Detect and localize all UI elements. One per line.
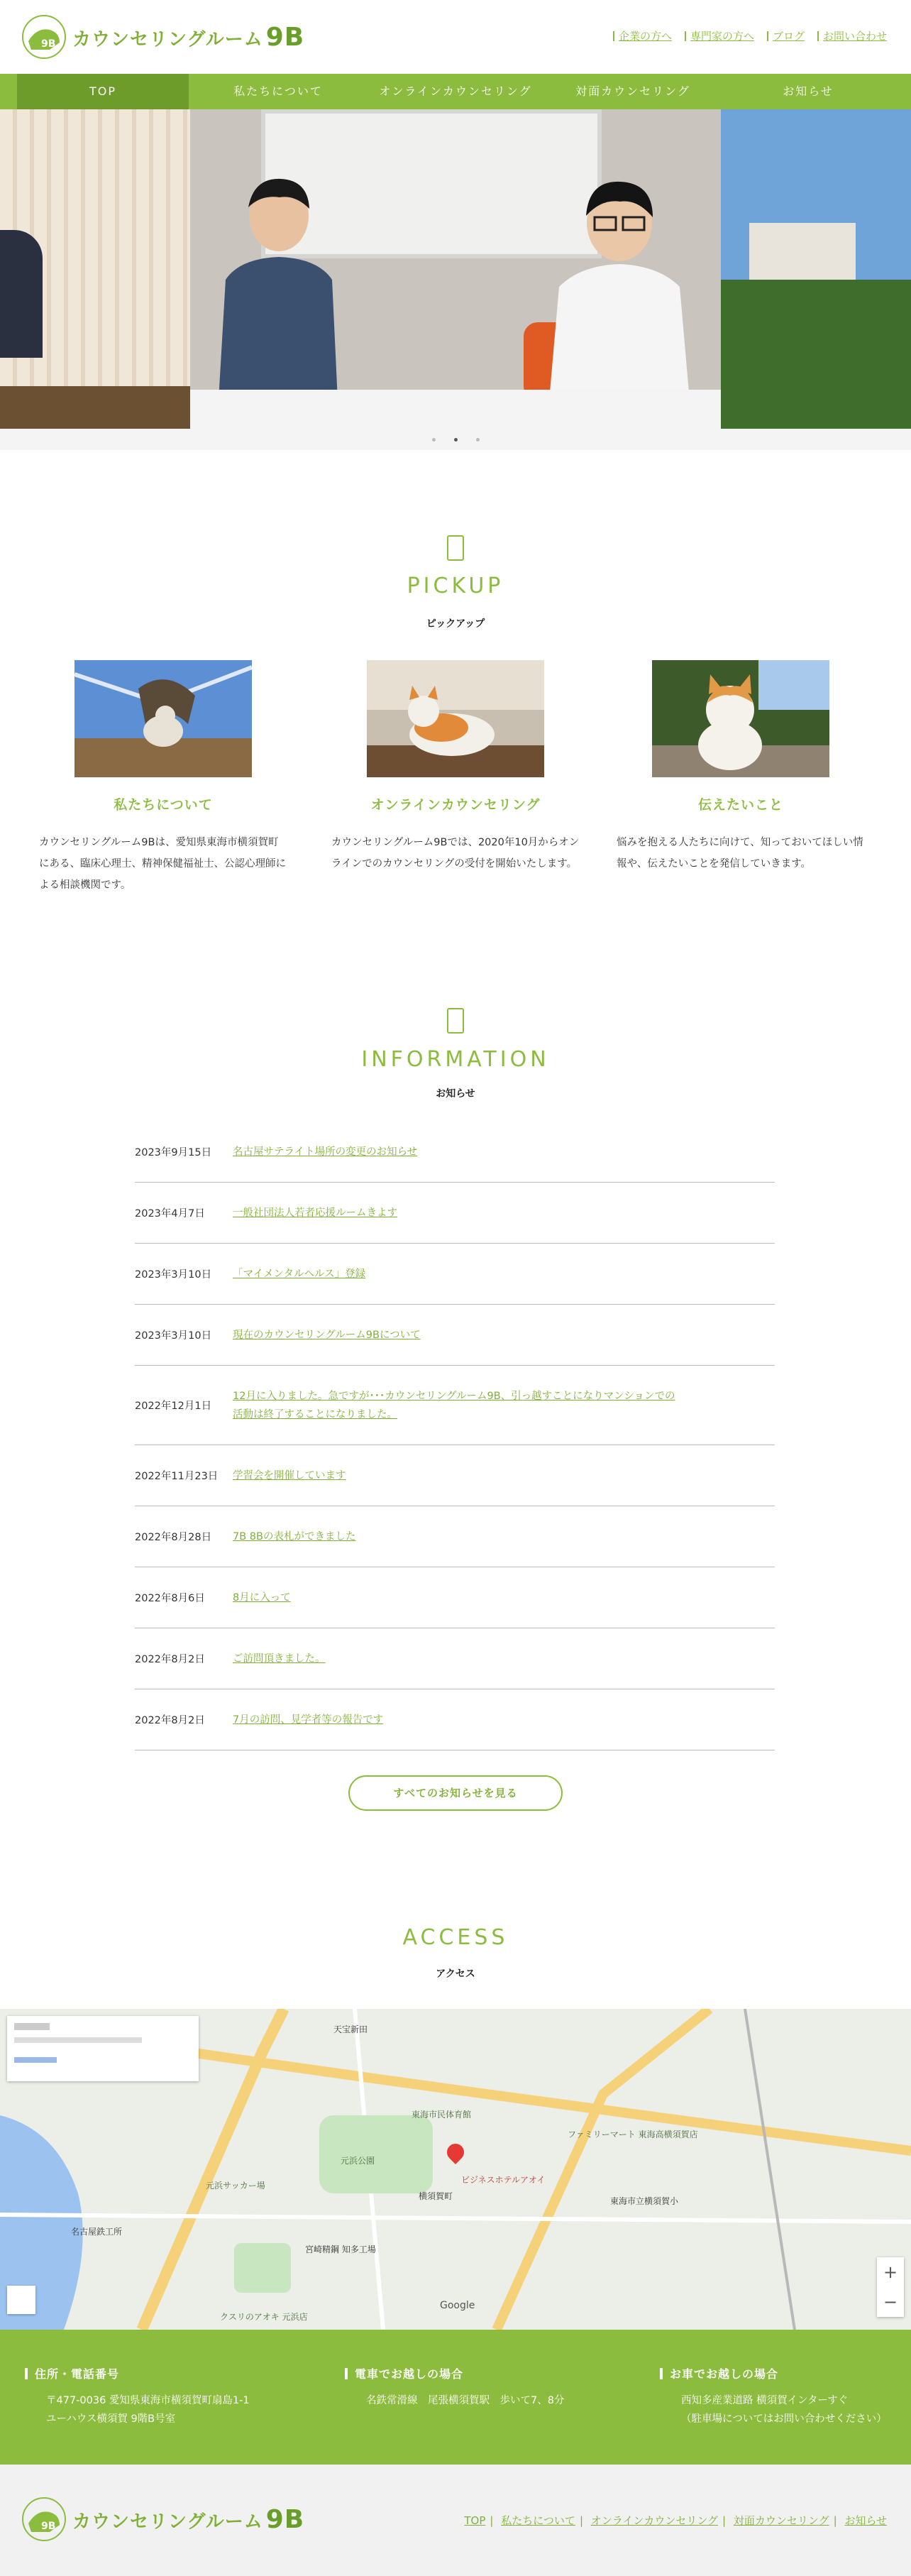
news-link[interactable]: 7月の訪問、見学者等の報告です <box>233 1714 384 1726</box>
cat-photo-2 <box>367 660 544 777</box>
pickup-card-title: 私たちについて <box>114 797 213 813</box>
slide-current-image <box>190 109 721 429</box>
news-row[interactable] <box>135 1305 775 1366</box>
nav-online[interactable]: オンラインカウンセリング <box>379 84 532 98</box>
news-row[interactable] <box>135 1183 775 1244</box>
footer-car <box>660 2365 887 2428</box>
footer-address <box>25 2365 250 2428</box>
news-link[interactable]: ご訪問頂きました。 <box>233 1653 326 1665</box>
news-link[interactable]: 12月に入りました。急ですが･･･カウンセリングルーム9B、引っ越すことになりマンションでの活動は終了することになりました。 <box>233 1390 675 1420</box>
news-row[interactable] <box>135 1366 775 1445</box>
footer-link-news[interactable]: お知らせ <box>844 2514 887 2527</box>
pickup-title-en: PICKUP <box>407 574 504 598</box>
map-label: 天宝新田 <box>333 2024 368 2034</box>
logo-badge-icon <box>21 2496 67 2542</box>
footer-link-face-to-face[interactable]: 対面カウンセリング <box>733 2514 829 2527</box>
cat-photo-1 <box>74 660 252 777</box>
pickup-section-icon <box>447 535 464 561</box>
slide-prev-image <box>0 109 190 429</box>
map-label: ビジネスホテルアオイ <box>461 2175 546 2185</box>
news-row[interactable] <box>135 1445 775 1506</box>
map-label: 元浜公園 <box>341 2156 375 2166</box>
slide-next-image <box>721 109 911 429</box>
news-link[interactable]: 名古屋サテライト場所の変更のお知らせ <box>233 1146 418 1158</box>
news-date: 2022年8月2日 <box>135 1654 205 1665</box>
main-nav <box>0 74 911 109</box>
slider-dot-3[interactable] <box>476 438 480 442</box>
slider-dots <box>0 429 911 450</box>
footer-car-line: （駐車場についてはお問い合わせください） <box>681 2413 887 2425</box>
map-label: 横須賀町 <box>419 2191 453 2201</box>
all-news-button[interactable]: すべてのお知らせを見る <box>348 1775 563 1811</box>
logo-text: カウンセリングルーム 9B <box>72 22 305 52</box>
information-section-icon <box>447 1008 464 1034</box>
zoom-in-icon[interactable]: + <box>883 2262 898 2282</box>
google-map[interactable] <box>0 2009 911 2330</box>
news-link[interactable]: 現在のカウンセリングルーム9Bについて <box>233 1329 421 1341</box>
footer-links: TOP | 私たちについて | オンラインカウンセリング | 対面カウンセリング | お知らせ <box>464 2514 887 2527</box>
google-logo: Google <box>440 2300 475 2311</box>
map-layer-toggle[interactable] <box>7 2286 35 2314</box>
access-title-jp: アクセス <box>436 1968 475 1980</box>
slider-dot-2[interactable] <box>454 438 458 442</box>
news-link[interactable]: 「マイメンタルヘルス」登録 <box>233 1268 366 1280</box>
person-right-image <box>545 173 694 400</box>
map-label: 東海市民体育館 <box>412 2110 472 2120</box>
nav-top[interactable]: TOP <box>17 74 189 109</box>
hero-slider[interactable] <box>0 109 911 429</box>
footer-link-online[interactable]: オンラインカウンセリング <box>590 2514 719 2527</box>
news-row[interactable] <box>135 1567 775 1628</box>
map-label: ファミリーマート 東海高横須賀店 <box>568 2130 698 2139</box>
information-title-en: INFORMATION <box>361 1047 550 1072</box>
news-row[interactable] <box>135 1689 775 1750</box>
logo-text: カウンセリングルーム 9B <box>72 2504 305 2534</box>
pickup-card-text: 悩みを抱える人たちに向けて、知っておいてほしい情報や、伝えたいことを発信していきます。 <box>617 837 863 870</box>
news-date: 2023年3月10日 <box>135 1269 212 1281</box>
map-label: 元浜サッカー場 <box>206 2181 265 2191</box>
zoom-out-icon[interactable]: − <box>883 2292 898 2312</box>
toplink-contact[interactable]: お問い合わせ <box>817 28 887 43</box>
access-title-en: ACCESS <box>402 1925 509 1950</box>
nav-about[interactable]: 私たちについて <box>233 84 323 98</box>
toplink-corporate[interactable]: 企業の方へ <box>613 28 672 43</box>
footer-car-line: 西知多産業道路 横須賀インターすぐ <box>681 2395 849 2406</box>
news-link[interactable]: 一般社団法人若者応援ルームきよす <box>233 1207 397 1219</box>
news-date: 2022年8月2日 <box>135 1715 205 1726</box>
pickup-card-title: オンラインカウンセリング <box>370 797 541 813</box>
pickup-title-jp: ピックアップ <box>426 618 485 630</box>
news-date: 2023年4月7日 <box>135 1208 205 1220</box>
news-date: 2022年12月1日 <box>135 1401 212 1412</box>
cat-photo-3 <box>652 660 829 777</box>
footer-address-line: 〒477-0036 愛知県東海市横須賀町扇島1-1 <box>46 2395 250 2406</box>
footer-train-line: 名鉄常滑線 尾張横須賀駅 歩いて7、8分 <box>366 2395 565 2406</box>
news-date: 2023年9月15日 <box>135 1147 212 1158</box>
news-row[interactable] <box>135 1244 775 1305</box>
footer-car-title: お車でお越しの場合 <box>660 2365 887 2382</box>
footer-link-about[interactable]: 私たちについて <box>501 2514 575 2527</box>
nav-news[interactable]: お知らせ <box>783 84 834 98</box>
news-link[interactable]: 学習会を開催しています <box>233 1469 346 1481</box>
map-zoom-controls <box>877 2257 904 2317</box>
site-header <box>0 0 911 74</box>
footer-logo[interactable] <box>21 2496 304 2542</box>
news-date: 2022年11月23日 <box>135 1471 219 1482</box>
footer-train-title: 電車でお越しの場合 <box>345 2365 564 2382</box>
footer-info <box>0 2330 911 2465</box>
pickup-card-text: カウンセリングルーム9Bでは、2020年10月からオンラインでのカウンセリングの受付を開始いたします。 <box>331 837 580 870</box>
news-date: 2022年8月6日 <box>135 1593 205 1604</box>
footer-address-line: ユーハウス横須賀 9階B号室 <box>46 2413 176 2425</box>
news-row[interactable] <box>135 1122 775 1183</box>
news-date: 2023年3月10日 <box>135 1330 212 1342</box>
footer-link-top[interactable]: TOP <box>464 2514 486 2527</box>
news-list <box>135 1122 775 1750</box>
news-link[interactable]: 8月に入って <box>233 1591 291 1604</box>
footer-address-title: 住所・電話番号 <box>25 2365 250 2382</box>
map-label: クスリのアオキ 元浜店 <box>220 2312 308 2322</box>
map-label: 宮崎精鋼 知多工場 <box>305 2245 376 2254</box>
news-date: 2022年8月28日 <box>135 1532 212 1543</box>
news-row[interactable] <box>135 1628 775 1689</box>
pickup-card-title: 伝えたいこと <box>697 797 783 813</box>
nav-face-to-face[interactable]: 対面カウンセリング <box>575 84 690 98</box>
pickup-card-text: カウンセリングルーム9Bは、愛知県東海市横須賀町にある、臨床心理士、精神保健福祉士、公認心理師による相談機関です。 <box>39 837 286 891</box>
person-left-image <box>211 173 339 400</box>
toplink-professional[interactable]: 専門家の方へ <box>685 28 754 43</box>
pickup-card-about[interactable] <box>39 660 287 896</box>
toplink-blog[interactable]: ブログ <box>767 28 805 43</box>
pickup-card-message[interactable] <box>617 660 865 875</box>
svg-text:9B: 9B <box>41 2521 56 2532</box>
site-logo[interactable] <box>21 14 304 60</box>
top-links <box>613 28 887 43</box>
news-link[interactable]: 7B 8Bの表札ができました <box>233 1530 356 1542</box>
information-title-jp: お知らせ <box>436 1088 475 1100</box>
news-row[interactable] <box>135 1506 775 1567</box>
footer-train <box>345 2365 564 2410</box>
map-label: 名古屋鉄工所 <box>71 2227 123 2237</box>
map-label: 東海市立横須賀小 <box>610 2196 679 2206</box>
pickup-card-online[interactable] <box>331 660 580 875</box>
map-place-card[interactable] <box>7 2016 199 2081</box>
logo-badge-icon <box>21 14 67 60</box>
svg-text:9B: 9B <box>41 38 56 50</box>
slider-dot-1[interactable] <box>432 438 436 442</box>
footer-bottom <box>0 2465 911 2576</box>
